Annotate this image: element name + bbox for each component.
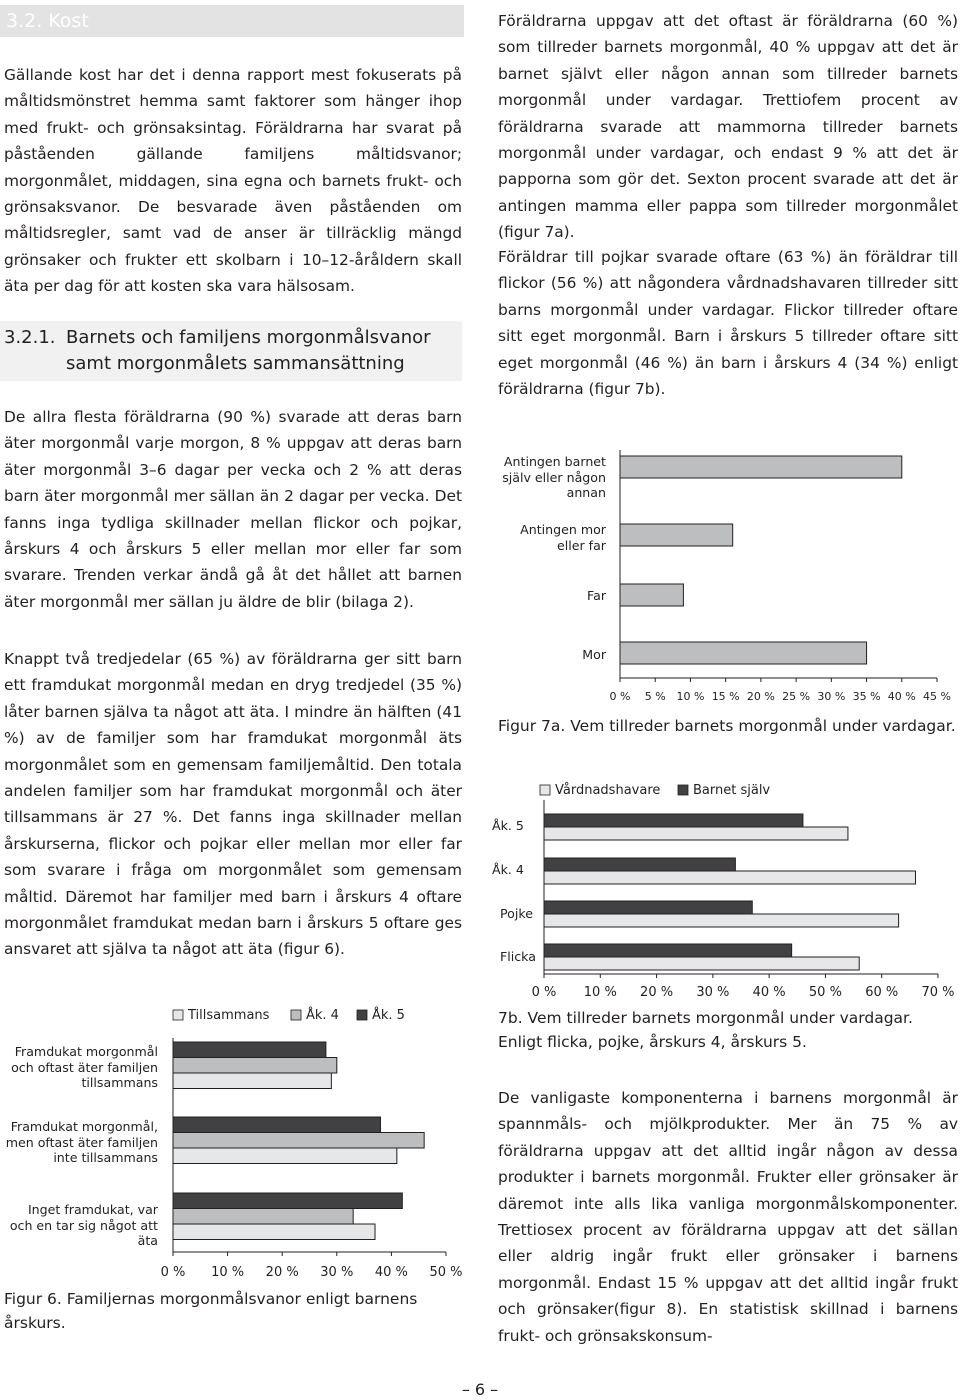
fig7b-bar bbox=[544, 858, 735, 871]
fig6-category-label: Framdukat morgonmål, men oftast äter familjen inte tillsammans bbox=[5, 1119, 158, 1165]
fig7b-x-tick-label: 10 % bbox=[583, 985, 617, 1000]
fig7b-x-tick-label: 50 % bbox=[808, 985, 842, 1000]
fig7b-category-label: Flicka bbox=[500, 949, 536, 964]
right-paragraph-1: Föräldrarna uppgav att det oftast är föräldrarna (60 %) som tillreder barnets morgonmål, 40 % uppgav att det är barnet självt eller någon annan som tillreder barnets morgonmål under vardagar. Trettiofem procent av föräldrarna svarade att mammorna tillreder barnets morgonmål under vardagar, och endast 9 % att det är papporna som gör det. Sexton procent svarade att det är antingen mamma eller pappa som tillreder morgonmålet (figur 7a). bbox=[498, 12, 958, 242]
fig6-legend-swatch bbox=[291, 1010, 301, 1020]
fig7a-category-label: Far bbox=[587, 588, 606, 603]
fig7b-legend-swatch bbox=[540, 785, 550, 795]
fig7b-legend-swatch bbox=[678, 785, 688, 795]
fig7b-category-label: Åk. 5 bbox=[492, 818, 524, 833]
fig7a-x-tick-label: 0 % bbox=[609, 690, 631, 703]
fig6-legend-label: Tillsammans bbox=[188, 1008, 270, 1023]
figure-6 bbox=[0, 1000, 470, 1332]
fig7b-x-tick-label: 40 % bbox=[752, 985, 786, 1000]
fig6-legend-label: Åk. 5 bbox=[372, 1008, 405, 1023]
right-paragraph-3: De vanligaste komponenterna i barnens morgonmål är spannmåls- och mjölkprodukter. Mer än 75 % av föräldrarna uppgav att det alltid ingår någon av dessa produkter i barnets morgonmål. Frukter eller grönsaker är däremot inte alls lika vanliga morgonmålskomponenter. Trettiosex procent av föräldrarna uppgav att det sällan eller aldrig ingår frukt eller grönsaker i barnens morgonmål. Endast 15 % uppgav att det alltid ingår frukt och grönsaker(figur 8). En statistisk skillnad i barnens frukt- och grönsakskonsum- bbox=[498, 1089, 958, 1345]
fig7b-caption: 7b. Vem tillreder barnets morgonmål under vardagar. Enligt flicka, pojke, årskurs 4, årskurs 5. bbox=[498, 1009, 913, 1051]
fig6-x-tick-label: 40 % bbox=[374, 1265, 408, 1280]
fig7a-x-tick-label: 15 % bbox=[711, 690, 740, 703]
fig7b-bar bbox=[544, 901, 752, 914]
fig7b-chart bbox=[490, 770, 960, 1006]
fig7b-bar bbox=[544, 914, 899, 927]
fig7b-legend-label: Barnet själv bbox=[693, 783, 771, 798]
fig7a-x-tick-label: 45 % bbox=[923, 690, 951, 703]
fig6-chart bbox=[0, 1000, 470, 1290]
fig6-category-label: Framdukat morgonmål och oftast äter familjen tillsammans bbox=[11, 1044, 158, 1090]
subsection-number: 3.2.1. bbox=[4, 327, 56, 348]
fig7b-category-label: Åk. 4 bbox=[492, 862, 524, 877]
fig6-bar bbox=[173, 1193, 402, 1209]
fig6-x-tick-label: 10 % bbox=[211, 1265, 245, 1280]
fig6-legend-swatch bbox=[357, 1010, 367, 1020]
fig7b-bar bbox=[544, 814, 803, 827]
fig7a-x-tick-label: 5 % bbox=[644, 690, 666, 703]
fig7a-bar bbox=[620, 584, 683, 606]
fig7b-x-tick-label: 20 % bbox=[640, 985, 674, 1000]
fig7b-x-tick-label: 0 % bbox=[531, 985, 557, 1000]
page-number: – 6 – bbox=[461, 1380, 499, 1399]
fig6-bar bbox=[173, 1209, 353, 1225]
fig7a-x-tick-label: 35 % bbox=[852, 690, 881, 703]
section-heading bbox=[0, 5, 464, 37]
fig7a-x-tick-label: 30 % bbox=[817, 690, 846, 703]
fig6-bar bbox=[173, 1058, 337, 1074]
fig7a-bar bbox=[620, 642, 867, 664]
fig7b-bar bbox=[544, 957, 859, 970]
fig7a-category-label: Antingen barnet själv eller någon annan bbox=[502, 454, 606, 500]
fig7a-x-tick-label: 20 % bbox=[746, 690, 775, 703]
fig6-x-tick-label: 20 % bbox=[265, 1265, 299, 1280]
fig6-bar bbox=[173, 1133, 424, 1149]
fig7a-category-label: Mor bbox=[582, 647, 606, 662]
fig6-bar bbox=[173, 1148, 397, 1164]
section-title: 3.2. Kost bbox=[6, 10, 89, 32]
fig6-legend-swatch bbox=[173, 1010, 183, 1020]
left-paragraph-3: Knappt två tredjedelar (65 %) av föräldrarna ger sitt barn ett framdukat morgonmål medan en dryg tredjedel (35 %) låter barnen själva ta något att äta. I mindre än hälften (41 %) av de familjer som har framdukat morgonmål äts morgonmålet som en gemensam familjemåltid. Den totala andelen familjer som har framdukat morgonmål och äter tillsammans är 27 %. Det fanns inga skillnader mellan årskurserna, flickor och pojkar eller mellan mor eller far som svarare i fråga om morgonmålet som gemensam måltid. Däremot har familjer med barn i årskurs 4 oftare morgonmålet framdukat medan barn i årskurs 5 oftare ges ansvaret att själva ta något att äta (figur 6). bbox=[4, 650, 462, 959]
subsection-heading bbox=[0, 321, 462, 381]
fig6-legend-label: Åk. 4 bbox=[306, 1008, 339, 1023]
figure-7a bbox=[490, 440, 960, 740]
fig7a-chart bbox=[490, 440, 960, 710]
fig7b-x-tick-label: 30 % bbox=[696, 985, 730, 1000]
fig6-x-tick-label: 0 % bbox=[160, 1265, 186, 1280]
fig6-caption: Figur 6. Familjernas morgonmålsvanor enligt barnens årskurs. bbox=[4, 1290, 418, 1332]
fig6-x-tick-label: 50 % bbox=[429, 1265, 463, 1280]
fig7a-x-tick-label: 40 % bbox=[887, 690, 916, 703]
subsection-title-line-2: samt morgonmålets sammansättning bbox=[66, 353, 405, 374]
fig7b-x-tick-label: 70 % bbox=[921, 985, 955, 1000]
fig6-bar bbox=[173, 1224, 375, 1240]
fig7b-bar bbox=[544, 944, 792, 957]
fig6-bar bbox=[173, 1042, 326, 1058]
fig7b-category-label: Pojke bbox=[500, 906, 533, 921]
fig7b-bar bbox=[544, 871, 915, 884]
fig7a-caption: Figur 7a. Vem tillreder barnets morgonmål under vardagar. bbox=[498, 717, 956, 735]
fig7a-bar bbox=[620, 524, 733, 546]
fig7a-bar bbox=[620, 456, 902, 478]
left-paragraph-1: Gällande kost har det i denna rapport mest fokuserats på måltidsmönstret hemma samt faktorer som hänger ihop med frukt- och grönsaksintag. Föräldrarna har svarat på påståenden gällande familjens måltidsvanor; morgonmålet, middagen, sina egna och barnets frukt- och grönsaksvanor. De besvarade även påståenden om måltidsregler, samt vad de anser är tillräcklig mängd grönsaker och frukter ett skolbarn i 10–12-åråldern skall äta per dag för att kosten ska vara hälsosam. bbox=[4, 66, 462, 296]
fig7a-x-tick-label: 10 % bbox=[676, 690, 705, 703]
fig7a-category-label: Antingen mor eller far bbox=[520, 522, 606, 553]
fig6-bar bbox=[173, 1073, 331, 1089]
fig6-x-tick-label: 30 % bbox=[320, 1265, 354, 1280]
fig6-bar bbox=[173, 1117, 380, 1133]
left-paragraph-2: De allra flesta föräldrarna (90 %) svarade att deras barn äter morgonmål varje morgon, 8 % uppgav att deras barn äter morgonmål 3–6 dagar per vecka och 2 % att deras barn äter morgonmål mer sällan än 2 dagar per vecka. Det fanns inga tydliga skillnader mellan flickor och pojkar, årskurs 4 och årskurs 5 eller mellan mor eller far som svarare. Trenden verkar ändå gå åt det hållet att barnen äter morgonmål mer sällan ju äldre de blir (bilaga 2). bbox=[4, 408, 462, 611]
subsection-title-line-1: Barnets och familjens morgonmålsvanor bbox=[66, 327, 431, 348]
right-paragraph-2: Föräldrar till pojkar svarade oftare (63 %) än föräldrar till flickor (56 %) att någondera vårdnadshavaren tillreder sitt barns morgonmål under vardagar. Flickor tillreder oftare sitt eget morgonmål. Barn i årskurs 5 tillreder oftare sitt eget morgonmål (46 %) än barn i årskurs 4 (34 %) enligt föräldrarna (figur 7b). bbox=[498, 248, 958, 399]
figure-7b bbox=[490, 770, 960, 1070]
fig7a-x-tick-label: 25 % bbox=[782, 690, 811, 703]
subsection-title bbox=[66, 325, 431, 377]
fig7b-legend-label: Vårdnadshavare bbox=[555, 783, 661, 798]
fig6-category-label: Inget framdukat, var och en tar sig något att äta bbox=[9, 1202, 158, 1248]
fig7b-bar bbox=[544, 827, 848, 840]
fig7b-x-tick-label: 60 % bbox=[865, 985, 899, 1000]
